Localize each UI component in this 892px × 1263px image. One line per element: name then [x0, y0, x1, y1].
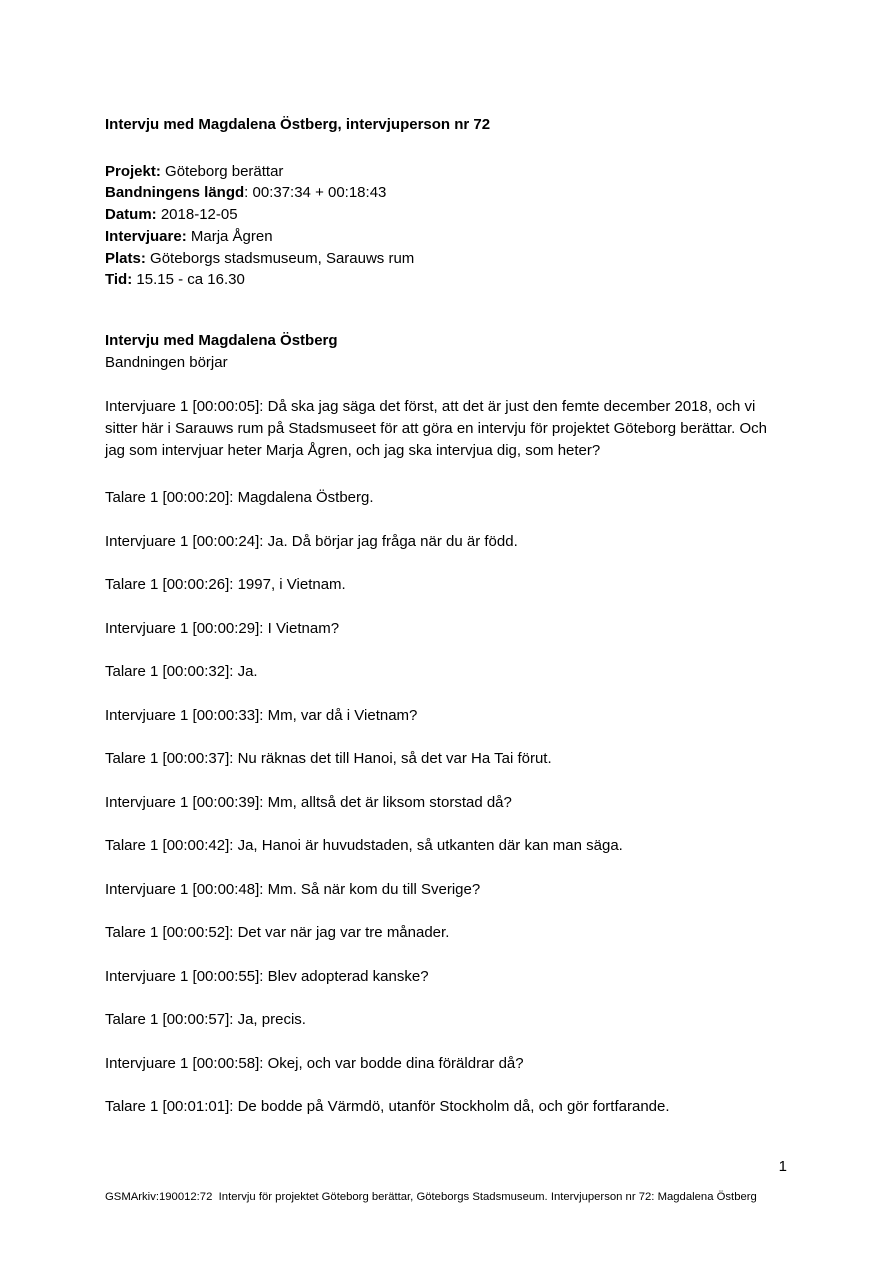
meta-value: : 00:37:34 + 00:18:43 — [244, 184, 387, 202]
section-heading-block — [105, 330, 788, 373]
transcript — [105, 396, 788, 1118]
meta-row — [105, 269, 788, 291]
meta-block — [105, 161, 788, 291]
meta-value: Göteborgs stadsmuseum, Sarauws rum — [145, 249, 415, 267]
transcript-paragraph: Talare 1 [00:01:01]: De bodde på Värmdö, utanför Stockholm då, och gör fortfarande. — [105, 1098, 670, 1116]
transcript-paragraph: Talare 1 [00:00:37]: Nu räknas det till Hanoi, så det var Ha Tai förut. — [105, 750, 552, 768]
section-subheading: Bandningen börjar — [105, 353, 228, 371]
transcript-paragraph: Intervjuare 1 [00:00:39]: Mm, alltså det är liksom storstad då? — [105, 793, 512, 811]
meta-row — [105, 248, 788, 270]
meta-label: Bandningens längd — [105, 184, 245, 202]
transcript-paragraph: Talare 1 [00:00:52]: Det var när jag var tre månader. — [105, 924, 450, 942]
meta-label: Projekt: — [105, 162, 161, 180]
transcript-paragraph: Talare 1 [00:00:57]: Ja, precis. — [105, 1011, 306, 1029]
meta-row — [105, 161, 788, 183]
meta-value: 15.15 - ca 16.30 — [132, 271, 245, 289]
section-heading: Intervju med Magdalena Östberg — [105, 331, 338, 349]
meta-value: Marja Ågren — [186, 227, 273, 245]
transcript-paragraph: Intervjuare 1 [00:00:24]: Ja. Då börjar jag fråga när du är född. — [105, 532, 518, 550]
meta-row — [105, 226, 788, 248]
footer-text: GSMArkiv:190012:72 Intervju för projektet Göteborg berättar, Göteborgs Stadsmuseum. Intervjuperson nr 72: Magdalena Östberg — [105, 1191, 757, 1203]
transcript-paragraph: Intervjuare 1 [00:00:05]: Då ska jag säga det först, att det är just den femte december 2018, och vi sitter här i Sarauws rum på Stadsmuseet för att göra en intervju för projektet Göteborg berättar. Och jag som intervjuar heter Marja Ågren, och jag ska intervjua dig, som heter? — [105, 398, 767, 459]
transcript-paragraph: Intervjuare 1 [00:00:48]: Mm. Så när kom du till Sverige? — [105, 880, 481, 898]
meta-label: Plats: — [105, 249, 146, 267]
transcript-paragraph: Talare 1 [00:00:42]: Ja, Hanoi är huvudstaden, så utkanten där kan man säga. — [105, 837, 623, 855]
meta-row — [105, 204, 788, 226]
meta-label: Intervjuare: — [105, 227, 187, 245]
meta-label: Datum: — [105, 206, 157, 224]
transcript-paragraph: Intervjuare 1 [00:00:58]: Okej, och var bodde dina föräldrar då? — [105, 1054, 524, 1072]
meta-value: 2018-12-05 — [156, 206, 238, 224]
page-number: 1 — [778, 1158, 787, 1175]
document-content — [105, 114, 788, 1140]
transcript-paragraph: Talare 1 [00:00:32]: Ja. — [105, 663, 258, 681]
transcript-paragraph: Intervjuare 1 [00:00:33]: Mm, var då i Vietnam? — [105, 706, 418, 724]
meta-value: Göteborg berättar — [160, 162, 284, 180]
meta-row — [105, 182, 788, 204]
meta-label: Tid: — [105, 271, 133, 289]
document-title: Intervju med Magdalena Östberg, intervjuperson nr 72 — [105, 116, 491, 133]
transcript-paragraph: Intervjuare 1 [00:00:55]: Blev adopterad kanske? — [105, 967, 429, 985]
transcript-paragraph: Talare 1 [00:00:20]: Magdalena Östberg. — [105, 489, 374, 507]
transcript-paragraph: Talare 1 [00:00:26]: 1997, i Vietnam. — [105, 576, 346, 594]
transcript-paragraph: Intervjuare 1 [00:00:29]: I Vietnam? — [105, 619, 340, 637]
